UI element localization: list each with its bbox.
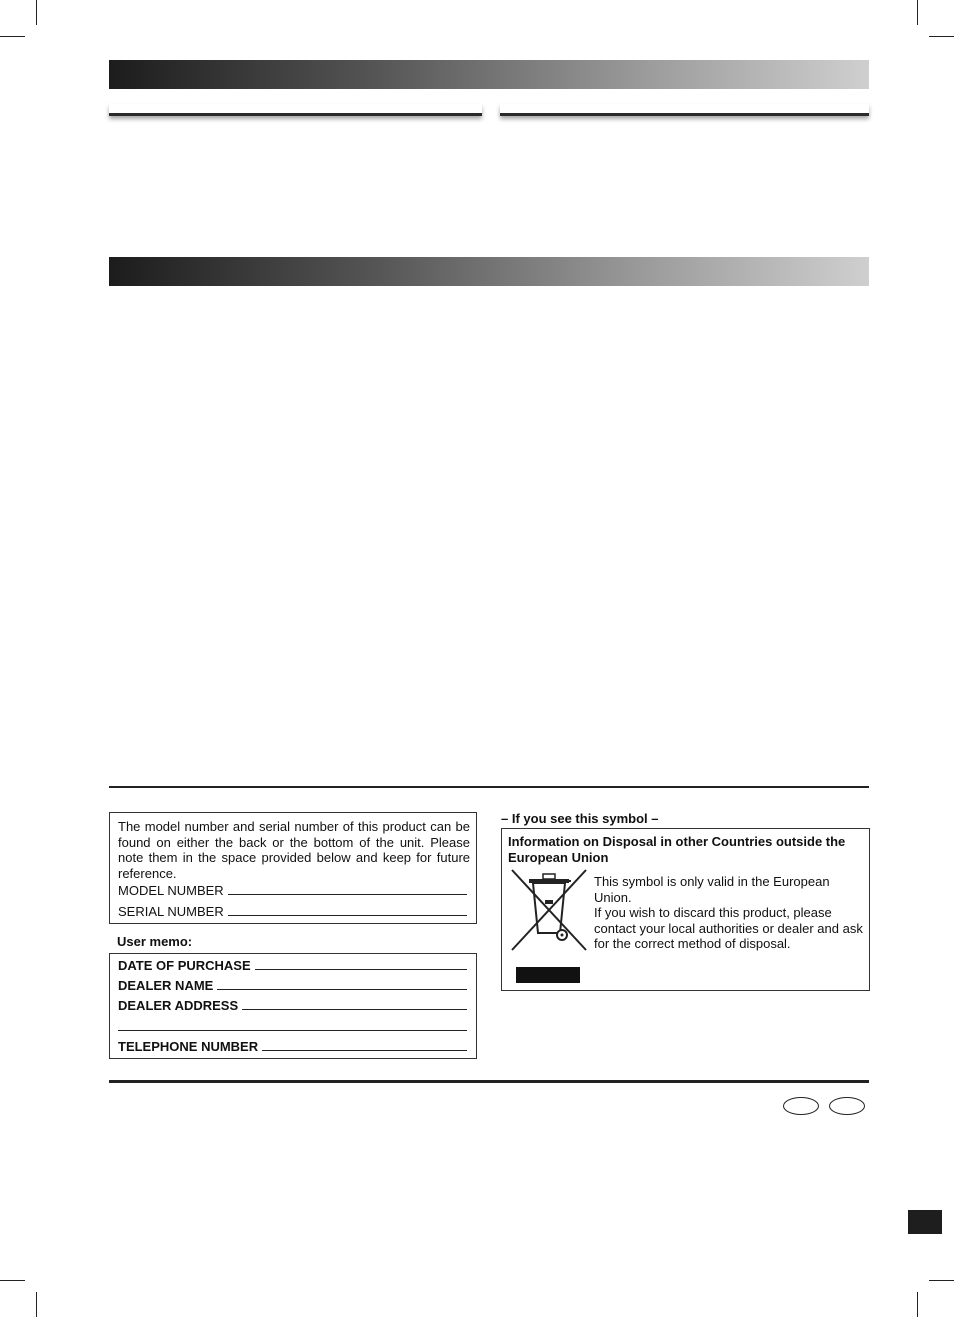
telephone-number-field — [118, 1039, 467, 1054]
crop-mark — [36, 1292, 37, 1317]
telephone-number-label: TELEPHONE NUMBER — [118, 1039, 259, 1054]
date-of-purchase-label: DATE OF PURCHASE — [118, 958, 251, 973]
crop-mark — [917, 0, 918, 25]
bottom-rule — [109, 1080, 869, 1083]
user-memo-box — [109, 953, 477, 1059]
language-oval — [783, 1097, 819, 1115]
subsection-heading-right — [500, 104, 869, 116]
section-header-bar — [109, 257, 869, 286]
crop-mark — [0, 36, 25, 37]
product-info-box — [109, 812, 477, 924]
serial-number-label: SERIAL NUMBER — [118, 904, 224, 919]
subsection-heading-left — [109, 104, 482, 116]
dealer-address-extra-line — [118, 1030, 467, 1031]
disposal-body-line-1: This symbol is only valid in the European Union. — [594, 874, 830, 905]
language-oval — [829, 1097, 865, 1115]
product-info-text: The model number and serial number of this product can be found on either the back or the bottom of the unit. Please note them in the space provided below and keep for future reference. — [118, 819, 470, 881]
dealer-name-field — [118, 978, 467, 993]
disposal-info-box — [501, 828, 870, 991]
serial-number-field — [118, 904, 467, 919]
model-number-label: MODEL NUMBER — [118, 883, 224, 898]
disposal-body-line-2: If you wish to discard this product, please contact your local authorities or dealer and ask for the correct method of disposal. — [594, 905, 863, 951]
date-of-purchase-field — [118, 958, 467, 973]
crossed-out-wheelie-bin-icon — [509, 867, 589, 951]
dealer-address-label: DEALER ADDRESS — [118, 998, 239, 1013]
crop-mark — [36, 0, 37, 25]
user-memo-heading: User memo: — [117, 934, 193, 949]
write-line — [228, 893, 467, 895]
disposal-body — [594, 874, 864, 952]
bin-marker-bar — [516, 967, 580, 983]
write-line — [242, 1008, 467, 1010]
dealer-name-label: DEALER NAME — [118, 978, 214, 993]
page-tab — [908, 1210, 942, 1234]
write-line — [255, 968, 467, 970]
divider — [109, 786, 869, 788]
dealer-address-field — [118, 998, 467, 1013]
crop-mark — [929, 1280, 954, 1281]
crop-mark — [0, 1280, 25, 1281]
model-number-field — [118, 883, 467, 898]
crop-mark — [929, 36, 954, 37]
write-line — [217, 988, 467, 990]
crop-mark — [917, 1292, 918, 1317]
disposal-title: Information on Disposal in other Countries outside the European Union — [508, 834, 846, 865]
disposal-intro: – If you see this symbol – — [501, 811, 659, 826]
section-header-bar — [109, 60, 869, 89]
write-line — [228, 914, 467, 916]
write-line — [262, 1049, 467, 1051]
